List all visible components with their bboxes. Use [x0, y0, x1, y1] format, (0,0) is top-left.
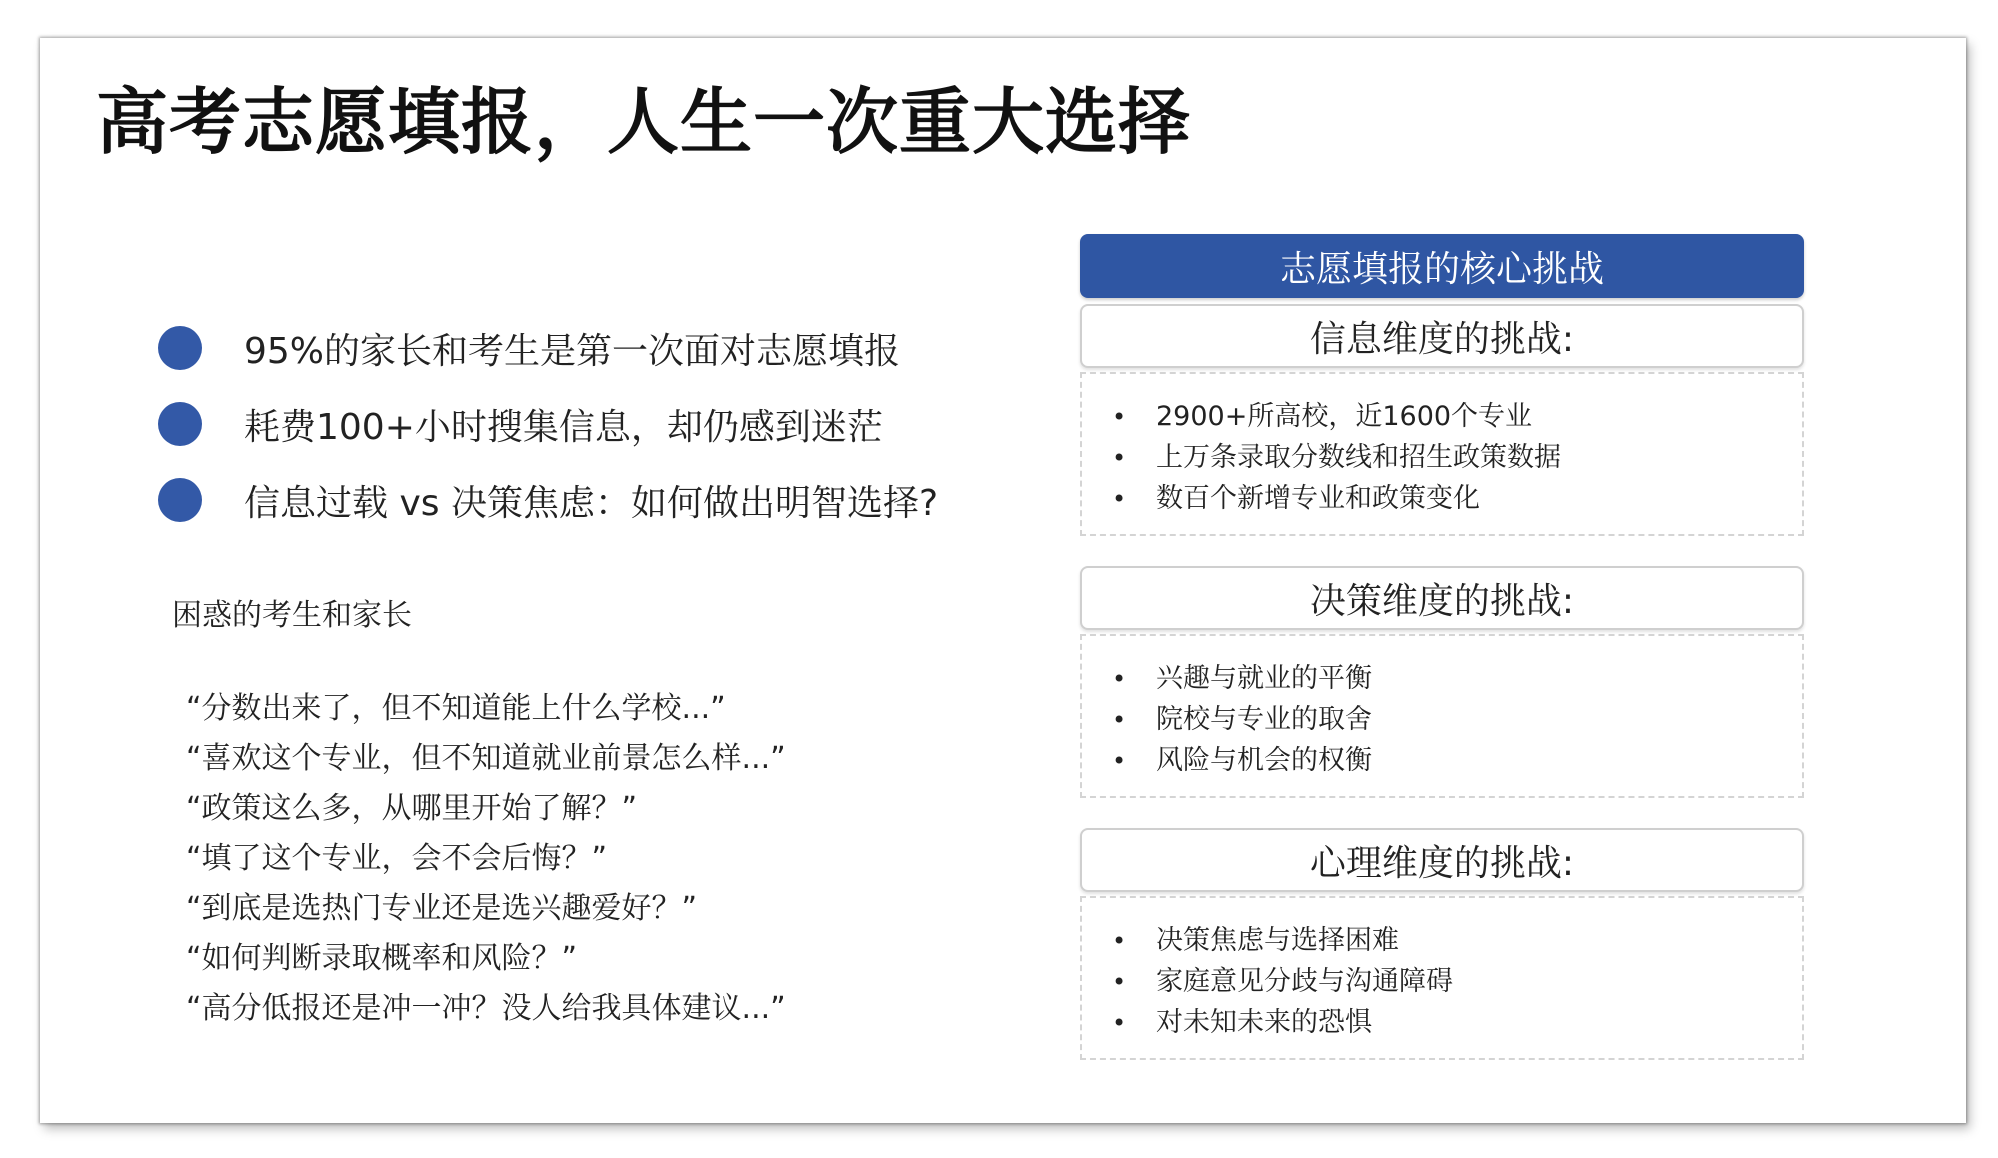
section-box-information: [1080, 372, 1804, 536]
bullet-icon: •: [1112, 403, 1127, 431]
challenge-item: [1112, 920, 1802, 961]
section-title-psychology: 心理维度的挑战:: [1080, 828, 1804, 892]
challenge-item: [1112, 658, 1802, 699]
quote-item: “分数出来了，但不知道能上什么学校...”: [186, 691, 726, 726]
challenge-item-text: 家庭意见分歧与沟通障碍: [1156, 966, 1453, 997]
quote-item: “高分低报还是冲一冲？没人给我具体建议...”: [186, 991, 786, 1026]
bullet-icon: •: [1112, 1009, 1127, 1037]
quote-item: “如何判断录取概率和风险？”: [186, 941, 578, 976]
bullet-dot-icon: [158, 326, 202, 370]
bullet-icon: •: [1112, 665, 1127, 693]
bullet-icon: •: [1112, 485, 1127, 513]
challenge-item: [1112, 1002, 1802, 1043]
slide-title: 高考志愿填报，人生一次重大选择: [96, 80, 1192, 164]
challenge-item: [1112, 396, 1802, 437]
quotes-heading: 困惑的考生和家长: [172, 598, 412, 633]
challenge-item-text: 数百个新增专业和政策变化: [1156, 483, 1480, 514]
key-point-text: 耗费100+小时搜集信息，却仍感到迷茫: [244, 406, 883, 448]
challenge-item-text: 兴趣与就业的平衡: [1156, 663, 1372, 694]
challenges-header: 志愿填报的核心挑战: [1080, 234, 1804, 298]
challenges-panel: [1080, 234, 1804, 1060]
challenge-item: [1112, 478, 1802, 519]
key-points-list: [158, 310, 938, 538]
bullet-icon: •: [1112, 706, 1127, 734]
challenge-item-text: 2900+所高校，近1600个专业: [1156, 401, 1533, 432]
quote-item: “填了这个专业，会不会后悔？”: [186, 841, 608, 876]
key-point: [158, 310, 938, 386]
bullet-dot-icon: [158, 478, 202, 522]
challenge-item: [1112, 437, 1802, 478]
bullet-icon: •: [1112, 968, 1127, 996]
challenge-item-text: 对未知未来的恐惧: [1156, 1007, 1372, 1038]
bullet-icon: •: [1112, 747, 1127, 775]
challenge-item-text: 风险与机会的权衡: [1156, 745, 1372, 776]
challenge-item: [1112, 961, 1802, 1002]
bullet-icon: •: [1112, 444, 1127, 472]
challenge-item-text: 决策焦虑与选择困难: [1156, 925, 1399, 956]
section-title-decision: 决策维度的挑战:: [1080, 566, 1804, 630]
quote-item: “喜欢这个专业，但不知道就业前景怎么样...”: [186, 741, 786, 776]
key-point-text: 信息过载 vs 决策焦虑：如何做出明智选择?: [244, 482, 939, 524]
bullet-dot-icon: [158, 402, 202, 446]
section-box-decision: [1080, 634, 1804, 798]
key-point: [158, 462, 938, 538]
quotes-list: [186, 684, 786, 1034]
section-title-information: 信息维度的挑战:: [1080, 304, 1804, 368]
challenge-item: [1112, 740, 1802, 781]
slide: [40, 38, 1966, 1123]
key-point: [158, 386, 938, 462]
section-box-psychology: [1080, 896, 1804, 1060]
challenge-item: [1112, 699, 1802, 740]
quote-item: “到底是选热门专业还是选兴趣爱好？”: [186, 891, 698, 926]
challenge-item-text: 上万条录取分数线和招生政策数据: [1156, 442, 1561, 473]
challenge-item-text: 院校与专业的取舍: [1156, 704, 1372, 735]
quote-item: “政策这么多，从哪里开始了解？”: [186, 791, 638, 826]
key-point-text: 95%的家长和考生是第一次面对志愿填报: [244, 330, 901, 372]
bullet-icon: •: [1112, 927, 1127, 955]
